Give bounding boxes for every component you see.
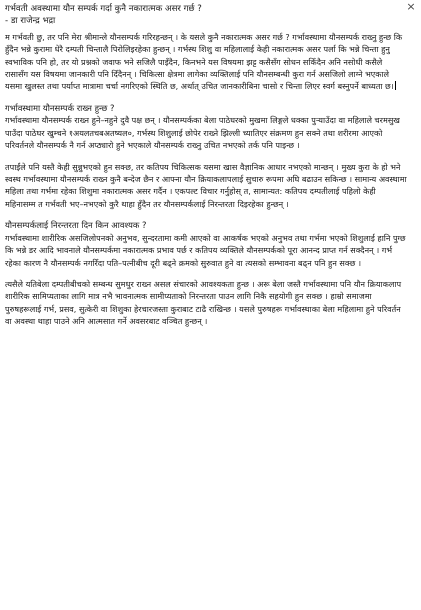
article-title: गर्भवती अवस्थामा यौन सम्पर्क गर्दा कुनै नकारात्मक असर गर्छ ? (5, 4, 202, 14)
section-1-paragraph-1: गर्भावस्थामा यौनसम्पर्क राख्न हुने–नहुने दुवै पक्ष छन् । यौनसम्पर्कका बेला पाठेघरको मुखमा लिङ्गले धक्का पुऱ्याउँदा वा महिलाले चरमसुख पाउँदा पाठेघर खुम्चने १अयलतचबअतष्यल०, गर्भस्थ शिशुलाई छोपेर राख्ने झिल्ली च्यातिएर संक्रमण हुन सक्ने तथा शरीरमा आएको परिवर्तनले यौनसम्पर्क नै गर्न अप्ठ्यारो हुने भएकाले यौनसम्पर्क राख्नु उचित नभएको तर्क पनि पाइन्छ । (5, 115, 400, 151)
section-2-paragraph-2: त्यसैले यतिबेला दम्पतीबीचको सम्बन्ध सुमधुर राख्न असल संचारको आवश्यकता हुन्छ । अरू बेला जस्तै गर्भावस्थामा पनि यौन क्रियाकलाप शारीरिक सामिप्यताका लागि मात्र नभै भावनात्मक सामीप्यताको निरन्तरता पाउन लागि निकै सहयोगी हुन सक्छ । हाम्रो समाजमा पुरुषहरूलाई गर्भ, प्रसव, सुत्केरी वा शिशुका हेरचारजस्ता कुराबाट टाढै राखिन्छ । यसले पुरुषहरू गर्भावस्थाका बेला महिलामा हुने परिवर्तन वा अवस्था थाहा पाउने अनि आत्मसात गर्ने अवसरबाट वञ्चित हुन्छन् । (5, 278, 402, 327)
close-icon[interactable]: × (406, 0, 416, 13)
section-1-paragraph-2: तपाईंले पनि यस्तै केही सुन्नुभएको हुन सक्छ, तर कतिपय चिकित्सक यसमा खास वैज्ञानिक आधार नभएको मान्छन् । मुख्य कुरा के हो भने स्वस्थ गर्भावस्थामा यौनसम्पर्क राख्न कुनै बन्देज छैन र आफ्ना यौन क्रियाकलापलाई सुचारु रूपमा अघि बढाउन सकिन्छ । सामान्य अवस्थामा महिला तथा गर्भमा रहेका शिशुमा नकारात्मक असर गर्दैन । एकपल्ट विचार गर्नुहोस् त, सामान्यत: कतिपय दम्पतीलाई पहिलो केही महिनासम्म त गर्भवती भए–नभएको कुरै थाहा हुँदैन तर यौनसम्पर्कलाई निरन्तरता दिइरहेका हुन्छन् । (5, 161, 407, 209)
intro-paragraph[interactable]: म गर्भवती छु, तर पनि मेरा श्रीमान्ले यौनसम्पर्क गरिरहन्छन् । के यसले कुनै नकारात्मक असर गर्छ ? गर्भावस्थामा यौनसम्पर्क राख्नु हुन्छ कि हुँदैन भन्ने कुरामा धेरै दम्पती चिन्तालै पिरोलिइरहेका हुन्छन् । गर्भस्थ शिशु वा महिलालाई केही नकारात्मक असर पर्ला कि भन्ने चिन्ता हुनु स्वभाविक पनि हो, तर यो प्रश्नको जवाफ भने सजिलै पाइँदैन, किनभने यस विषयमा झट्ट कसैसँग सोधन सकिँदैन अनि नसोधी कसैले रासासँग यस विषयमा जानकारी पनि दिँदैनन् । चिकित्सा क्षेत्रमा लागेका व्यक्तिलाई पनि यौनसम्बन्धी कुरा गर्न असजिलो लाग्ने भएकाले यसमा खुलस्त तथा पर्याप्त मात्रामा चर्चा नगरिएको स्थिति छ, अर्थात् उचित जानकारीबिना चासो र चिन्ता लिएर स्वर्ग बस्नुपर्ने बाध्यता छ। (5, 31, 403, 92)
article-author: - डा राजेन्द्र भद्रा (5, 16, 56, 27)
text-caret (395, 81, 396, 90)
section-2-paragraph-1: गर्भावस्थामा शारीरिक असजिलोपनको अनुभव, सुन्दरतामा कमी आएको वा आकर्षक भएको अनुभव तथा गर्भमा भएको शिशुलाई हानि पुग्छ कि भन्ने डर आदि भावनाले यौनसम्पर्कमा नकारात्मक प्रभाव पर्छ र कतिपय व्यक्तिले यौनसम्पर्कको पूरा आनन्द प्राप्त गर्न सक्दैनन् । गर्भ रहेका कारण नै यौनसम्पर्क नगरिँदा पति–पत्नीबीच दूरी बढ्ने क्रमको सुरुवात हुने वा त्यसको सम्भावना बढ्न पनि हुन सक्छ । (5, 232, 406, 268)
section-heading-2: यौनसम्पर्कलाई निरन्तरता दिन किन आवश्यक ? (5, 220, 147, 231)
section-heading-1: गर्भावस्थामा यौनसम्पर्क राख्न हुन्छ ? (5, 102, 115, 113)
